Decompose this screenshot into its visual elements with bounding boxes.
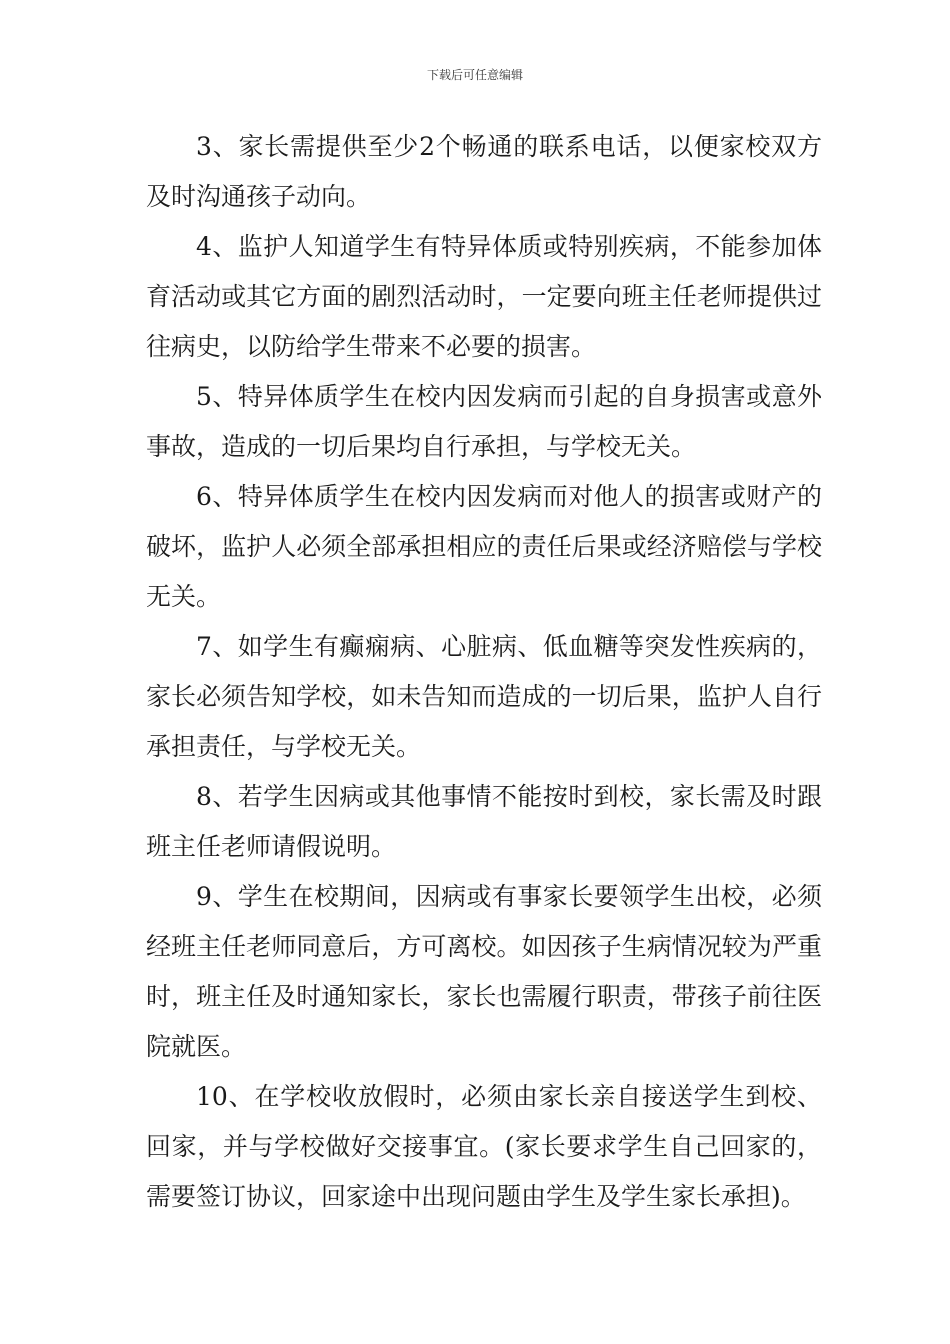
document-body (146, 122, 822, 1222)
paragraph-item-5: 5、特异体质学生在校内因发病而引起的自身损害或意外事故，造成的一切后果均自行承担，与学校无关。 (146, 382, 822, 461)
paragraph-item-4: 4、监护人知道学生有特异体质或特别疾病，不能参加体育活动或其它方面的剧烈活动时，一定要向班主任老师提供过往病史，以防给学生带来不必要的损害。 (146, 232, 822, 361)
paragraph-item-8: 8、若学生因病或其他事情不能按时到校，家长需及时跟班主任老师请假说明。 (146, 782, 822, 861)
paragraph-item-6: 6、特异体质学生在校内因发病而对他人的损害或财产的破坏，监护人必须全部承担相应的责任后果或经济赔偿与学校无关。 (146, 482, 822, 611)
paragraph-item-3: 3、家长需提供至少2个畅通的联系电话，以便家校双方及时沟通孩子动向。 (146, 132, 822, 211)
paragraph-item-7: 7、如学生有癫痫病、心脏病、低血糖等突发性疾病的，家长必须告知学校，如未告知而造成的一切后果，监护人自行承担责任，与学校无关。 (146, 632, 822, 761)
page-header: 下载后可任意编辑 (426, 68, 523, 82)
paragraph-item-9: 9、学生在校期间，因病或有事家长要领学生出校，必须经班主任老师同意后，方可离校。如因孩子生病情况较为严重时，班主任及时通知家长，家长也需履行职责，带孩子前往医院就医。 (146, 882, 822, 1061)
paragraph-item-10: 10、在学校收放假时，必须由家长亲自接送学生到校、回家，并与学校做好交接事宜。(家长要求学生自己回家的，需要签订协议，回家途中出现问题由学生及学生家长承担)。 (146, 1082, 822, 1211)
